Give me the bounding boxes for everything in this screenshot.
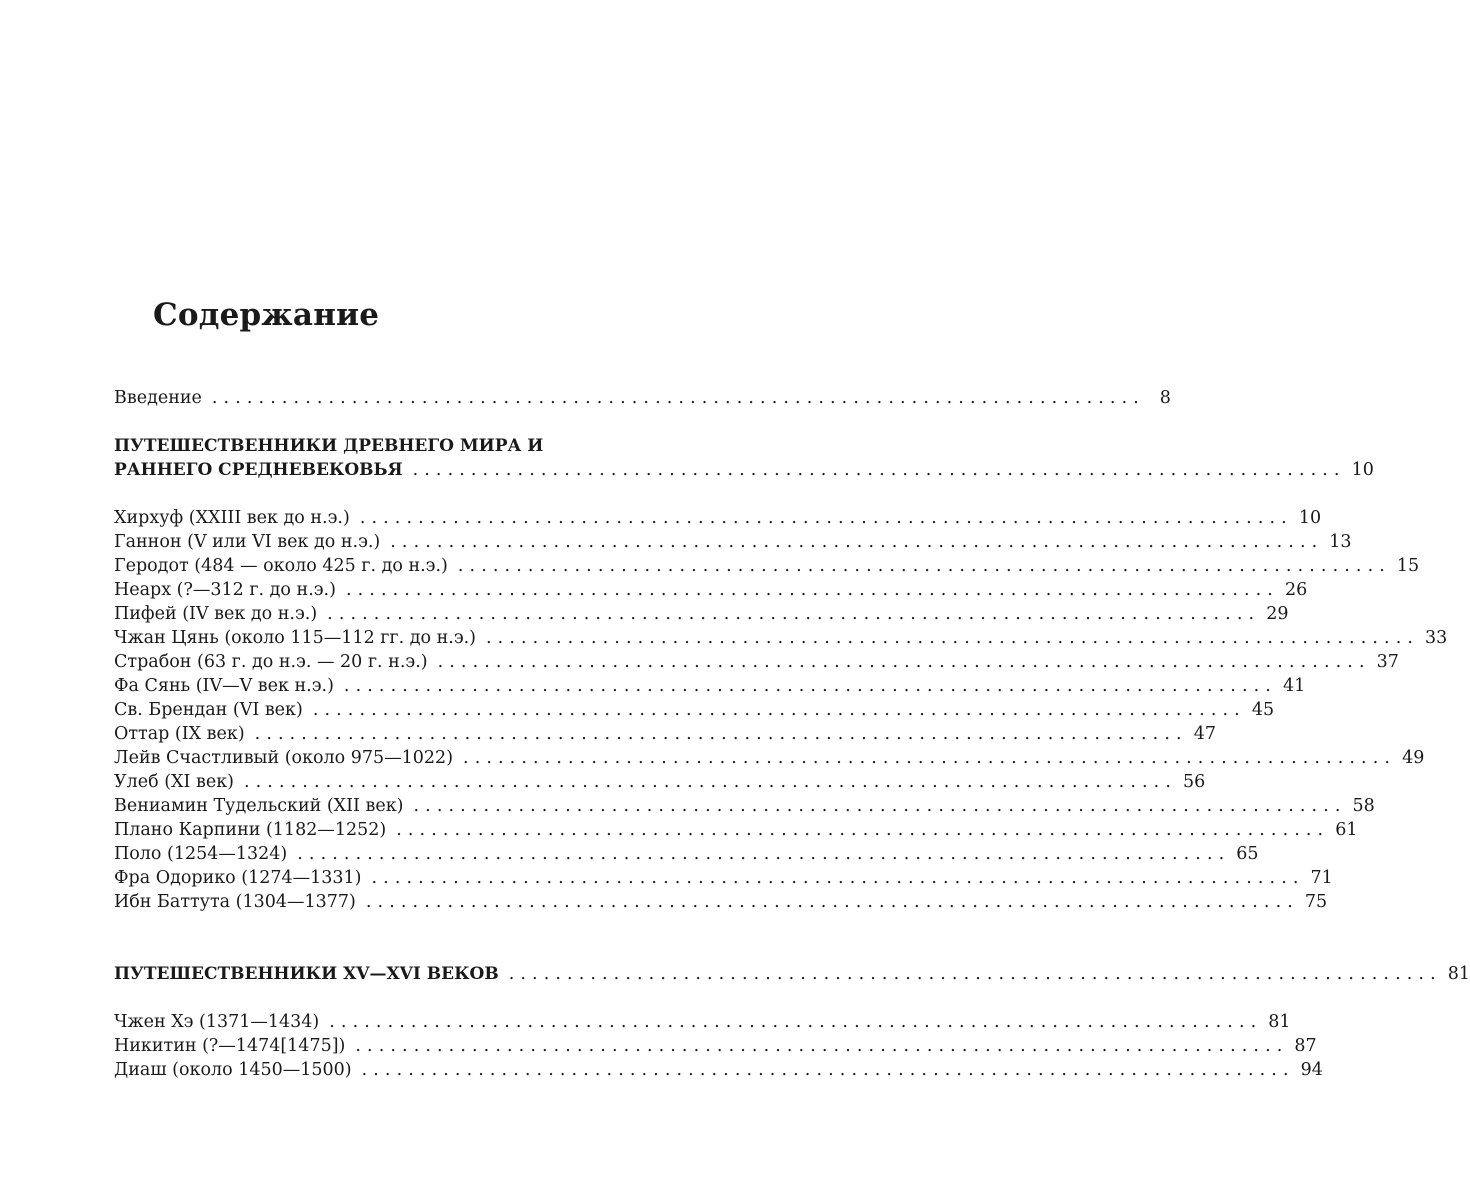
toc-entry	[114, 770, 1206, 794]
dot-leader: ................................................................................	[390, 532, 1324, 552]
toc-entry-page: 47	[1193, 724, 1216, 744]
toc-entry-page: 75	[1304, 892, 1328, 912]
toc-entry-title: Чжан Цянь (около 115—112 гг. до н.э.)	[114, 628, 477, 648]
toc-entry	[114, 626, 1448, 650]
toc-entry	[114, 650, 1399, 674]
toc-entry-title: Пифей (IV век до н.э.)	[114, 604, 318, 624]
dot-leader: ................................................................................	[396, 820, 1330, 840]
toc-entry-title: Ганнон (V или VI век до н.э.)	[114, 532, 381, 552]
toc-entry-page: 65	[1236, 844, 1259, 864]
dot-leader: ................................................................................	[463, 748, 1397, 768]
dot-leader: ................................................................................	[312, 700, 1246, 720]
toc-entry-page: 15	[1396, 556, 1420, 576]
toc-entry	[114, 842, 1259, 866]
toc-entry	[114, 818, 1358, 842]
toc-entry	[114, 1058, 1323, 1082]
section-entries-ancient	[114, 506, 1448, 914]
toc-entry	[114, 602, 1289, 626]
dot-leader: ................................................................................	[437, 652, 1371, 672]
dot-leader: ................................................................................	[365, 892, 1299, 912]
dot-leader: ................................................................................	[371, 868, 1305, 888]
toc-entry-title: Чжен Хэ (1371—1434)	[114, 1012, 320, 1032]
toc-entry-title: Неарх (?—312 г. до н.э.)	[114, 580, 336, 600]
toc-entry-title: Никитин (?—1474[1475])	[114, 1036, 346, 1056]
toc-entry-intro	[114, 386, 1171, 410]
toc-entry	[114, 890, 1328, 914]
dot-leader: ................................................................................	[361, 1060, 1295, 1080]
dot-leader: ................................................................................	[329, 1012, 1263, 1032]
dot-leader: ................................................................................	[486, 628, 1420, 648]
dot-leader: ................................................................................	[508, 964, 1442, 984]
section-page: 10	[1351, 460, 1374, 480]
toc-entry-page: 33	[1425, 628, 1448, 648]
toc-entry-title: Геродот (484 — около 425 г. до н.э.)	[114, 556, 448, 576]
toc-entry-page: 29	[1266, 604, 1289, 624]
toc-entry	[114, 794, 1375, 818]
section-entries-xv-xvi	[114, 1010, 1323, 1082]
toc-entry-page: 45	[1251, 700, 1275, 720]
toc-entry-title: Введение	[114, 388, 202, 408]
toc-entry-page: 10	[1298, 508, 1322, 528]
toc-entry-title: Фа Сянь (IV—V век н.э.)	[114, 676, 334, 696]
toc-entry	[114, 530, 1352, 554]
toc-entry-page: 71	[1310, 868, 1333, 888]
toc-entry-page: 56	[1183, 772, 1206, 792]
toc-entry-page: 37	[1376, 652, 1399, 672]
toc-entry-title: Диаш (около 1450—1500)	[114, 1060, 352, 1080]
toc-entry-page: 26	[1284, 580, 1308, 600]
section-heading-ancient	[114, 458, 1374, 482]
section-heading-line1: ПУТЕШЕСТВЕННИКИ ДРЕВНЕГО МИРА И	[114, 436, 544, 456]
toc-entry	[114, 866, 1333, 890]
toc-entry-page: 13	[1329, 532, 1352, 552]
toc-entry-page: 81	[1268, 1012, 1291, 1032]
toc-entry-page: 49	[1402, 748, 1425, 768]
dot-leader: ................................................................................	[345, 580, 1279, 600]
toc-entry	[114, 746, 1425, 770]
toc-entry	[114, 1034, 1317, 1058]
dot-leader: ................................................................................	[327, 604, 1261, 624]
dot-leader: ................................................................................	[343, 676, 1277, 696]
dot-leader: ................................................................................	[297, 844, 1231, 864]
dot-leader: ................................................................................	[457, 556, 1391, 576]
toc-entry-title: Вениамин Тудельский (XII век)	[114, 796, 404, 816]
dot-leader: ................................................................................	[355, 1036, 1289, 1056]
toc-entry-page: 94	[1300, 1060, 1323, 1080]
toc-entry	[114, 554, 1420, 578]
toc-entry	[114, 674, 1306, 698]
dot-leader: ................................................................................	[359, 508, 1293, 528]
toc-entry	[114, 506, 1322, 530]
toc-entry-title: Плано Карпини (1182—1252)	[114, 820, 387, 840]
section-heading-xv-xvi	[114, 962, 1470, 986]
toc-entry-title: Улеб (XI век)	[114, 772, 234, 792]
toc-entry-title: Фра Одорико (1274—1331)	[114, 868, 362, 888]
toc-entry	[114, 1010, 1291, 1034]
toc-entry-page: 87	[1294, 1036, 1317, 1056]
page-title: Содержание	[153, 297, 380, 333]
toc-entry-title: Поло (1254—1324)	[114, 844, 288, 864]
toc-entry-title: Лейв Счастливый (около 975—1022)	[114, 748, 454, 768]
dot-leader: ................................................................................	[413, 796, 1347, 816]
toc-entry	[114, 698, 1275, 722]
section-heading-line2: РАННЕГО СРЕДНЕВЕКОВЬЯ	[114, 460, 403, 480]
toc-entry-title: Св. Брендан (VI век)	[114, 700, 303, 720]
toc-entry-title: Хирхуф (XXIII век до н.э.)	[114, 508, 350, 528]
toc-entry	[114, 578, 1308, 602]
toc-entry-page: 61	[1335, 820, 1358, 840]
dot-leader: ................................................................................	[211, 388, 1145, 408]
toc-entry	[114, 722, 1216, 746]
toc-entry-title: Оттар (IX век)	[114, 724, 245, 744]
toc-entry-title: Страбон (63 г. до н.э. — 20 г. н.э.)	[114, 652, 428, 672]
dot-leader: ................................................................................	[254, 724, 1188, 744]
toc-entry-page: 8	[1159, 388, 1171, 408]
toc-entry-title: Ибн Баттута (1304—1377)	[114, 892, 356, 912]
table-of-contents	[114, 386, 1470, 1082]
dot-leader: ................................................................................	[243, 772, 1177, 792]
section-page: 81	[1447, 964, 1470, 984]
section-heading-title: ПУТЕШЕСТВЕННИКИ XV—XVI ВЕКОВ	[114, 964, 499, 984]
toc-entry-page: 58	[1352, 796, 1375, 816]
toc-entry-page: 41	[1282, 676, 1306, 696]
dot-leader: ................................................................................	[412, 460, 1346, 480]
